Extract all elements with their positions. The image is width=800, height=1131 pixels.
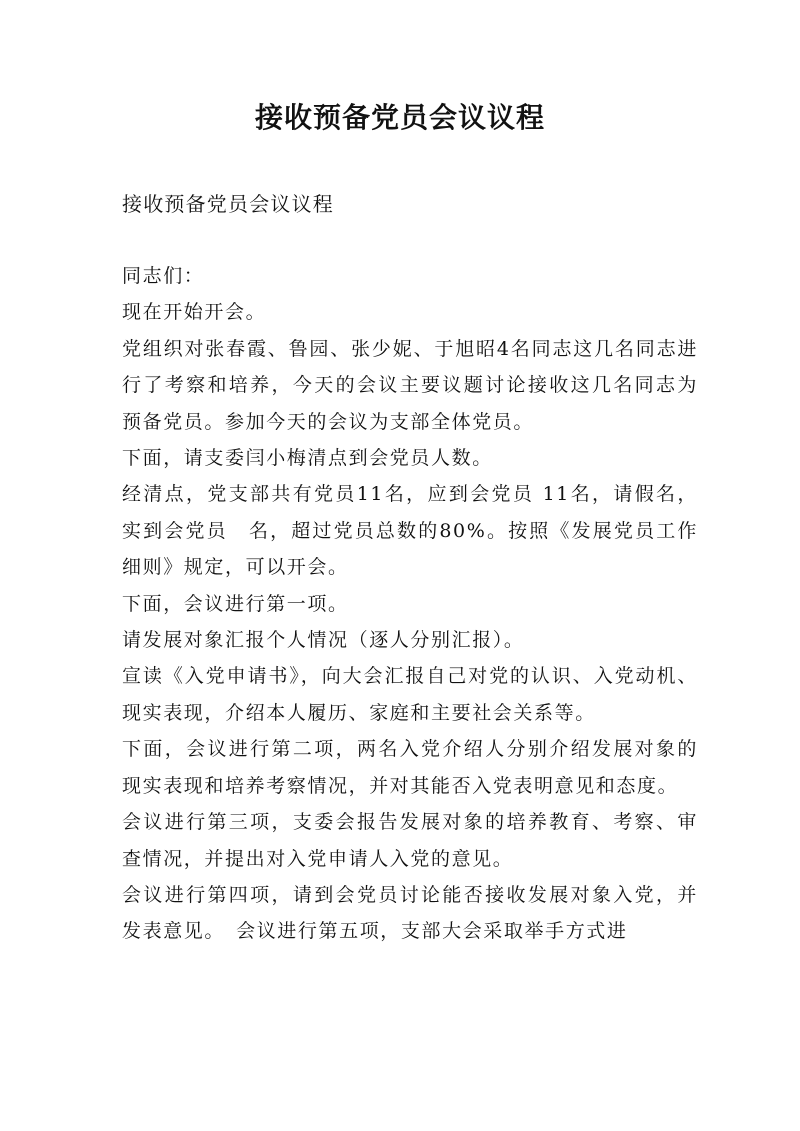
paragraph: 请发展对象汇报个人情况（逐人分别汇报）。 bbox=[122, 629, 525, 652]
paragraph: 下面，会议进行第二项，两名入党介绍人分别介绍发展对象的现实表现和培养考察情况，并对其能否入党表明意见和态度。 bbox=[122, 738, 698, 797]
document-subtitle: 接收预备党员会议议程 bbox=[122, 192, 334, 216]
paragraph: 宣读《入党申请书》，向大会汇报自己对党的认识、入党动机、现实表现，介绍本人履历、家庭和主要社会关系等。 bbox=[122, 665, 698, 724]
paragraph: 党组织对张春霞、鲁园、张少妮、于旭昭4名同志这几名同志进行了考察和培养，今天的会议主要议题讨论接收这几名同志为预备党员。参加今天的会议为支部全体党员。 bbox=[122, 337, 698, 433]
document-title: 接收预备党员会议议程 bbox=[254, 101, 545, 134]
paragraph: 经清点，党支部共有党员11名，应到会党员 11名，请假名，实到会党员 名，超过党员总数的80%。按照《发展党员工作细则》规定，可以开会。 bbox=[122, 483, 698, 579]
document-body bbox=[122, 258, 698, 950]
paragraph: 现在开始开会。 bbox=[122, 301, 267, 324]
paragraph: 下面，请支委闫小梅清点到会党员人数。 bbox=[122, 447, 493, 470]
paragraph: 会议进行第三项，支委会报告发展对象的培养教育、考察、审查情况，并提出对入党申请人入党的意见。 bbox=[122, 811, 698, 870]
paragraph: 下面，会议进行第一项。 bbox=[122, 592, 349, 615]
paragraph: 同志们： bbox=[122, 265, 205, 287]
paragraph: 会议进行第四项，请到会党员讨论能否接收发展对象入党，并发表意见。 会议进行第五项，支部大会采取举手方式进 bbox=[122, 883, 698, 943]
